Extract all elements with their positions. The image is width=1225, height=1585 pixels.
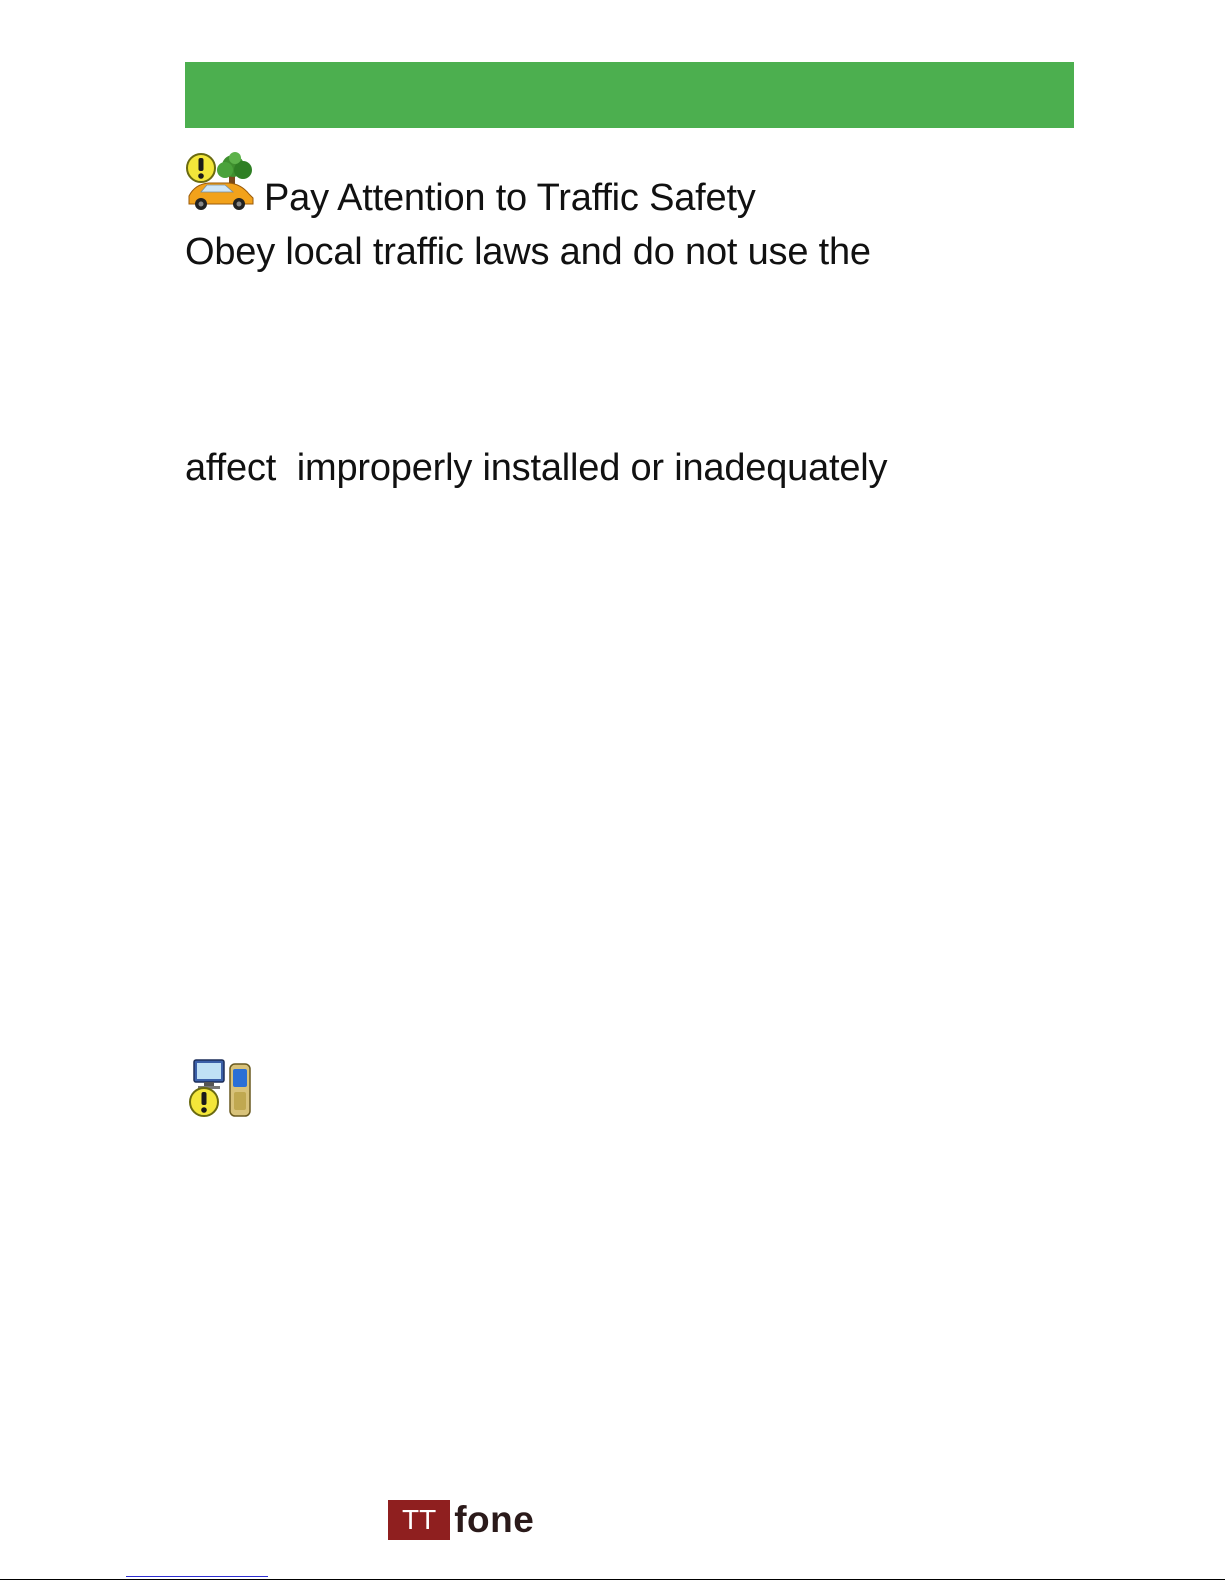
section-heading: Pay Attention to Traffic Safety: [264, 177, 756, 219]
footer-rule: [0, 1579, 1225, 1580]
footer-link-underline: [126, 1576, 268, 1577]
logo-mark: TT: [388, 1500, 450, 1540]
logo-word: fone: [454, 1499, 535, 1540]
body-text-line: Obey local traffic laws and do not use the: [185, 231, 871, 273]
section-header-bar: [185, 62, 1074, 128]
ttfone-logo: [388, 1496, 534, 1540]
traffic-warning-icon: [185, 152, 257, 212]
device-warning-icon: [186, 1058, 256, 1120]
body-text-line: affect improperly installed or inadequately: [185, 447, 888, 489]
